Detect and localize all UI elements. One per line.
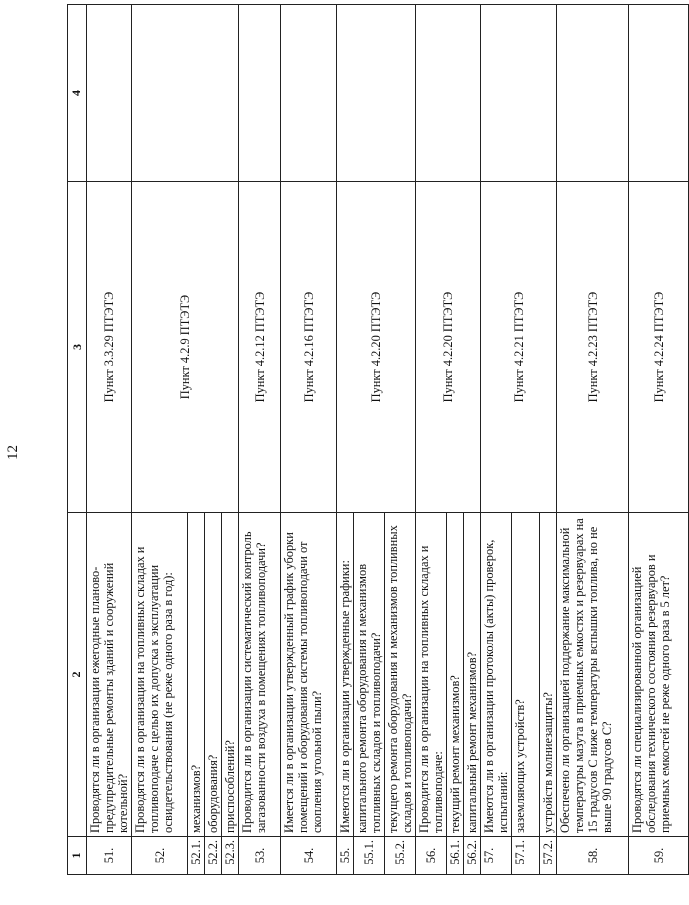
row-answer-cell: [281, 5, 337, 182]
table-header-row: [68, 5, 87, 875]
table-row: [416, 5, 447, 875]
row-question: капитального ремонта оборудования и механизмов топливных складов и топливоподачи?: [354, 513, 385, 837]
header-col-2: 2: [68, 513, 87, 837]
row-answer-cell: [239, 5, 281, 182]
table-row: [629, 5, 689, 875]
header-col-1: 1: [68, 837, 87, 875]
row-number: 58.: [557, 837, 629, 875]
row-reference: Пункт 4.2.12 ПТЭТЭ: [239, 182, 281, 513]
table-row: [557, 5, 629, 875]
row-reference: Пункт 4.2.20 ПТЭТЭ: [337, 182, 416, 513]
row-number: 59.: [629, 837, 689, 875]
row-answer-cell: [87, 5, 132, 182]
row-number: 56.2.: [464, 837, 481, 875]
row-question: Имеется ли в организации утвержденный график уборки помещений и оборудования системы топливоподачи от скопления угольной пыли?: [281, 513, 337, 837]
row-question: капитальный ремонт механизмов?: [464, 513, 481, 837]
row-question: Проводится ли в организации на топливных складах и топливоподаче:: [416, 513, 447, 837]
row-reference: Пункт 4.2.20 ПТЭТЭ: [416, 182, 481, 513]
row-question: заземляющих устройств?: [512, 513, 540, 837]
requirements-table: [67, 4, 689, 875]
row-question: Обеспечено ли организацией поддержание максимальной температуры мазута в приемных емкостях и резервуарах на 15 градусов С ниже температуры вспышки топлива, но не выше 90 градусов С?: [557, 513, 629, 837]
row-number: 53.: [239, 837, 281, 875]
row-number: 56.: [416, 837, 447, 875]
header-col-4: 4: [68, 5, 87, 182]
table-row: [239, 5, 281, 875]
row-question: текущий ремонт механизмов?: [447, 513, 464, 837]
row-question: Проводятся ли в организации на топливных складах и топливоподаче с целью их допуска к эксплуатации освидетельствования (не реже одного раза в год):: [132, 513, 188, 837]
row-question: Имеются ли в организации протоколы (акты) проверок, испытаний:: [481, 513, 512, 837]
row-reference: Пункт 4.2.9 ПТЭТЭ: [132, 182, 239, 513]
row-question: механизмов?: [188, 513, 205, 837]
row-number: 52.3.: [222, 837, 239, 875]
row-answer-cell: [416, 5, 481, 182]
row-number: 52.: [132, 837, 188, 875]
row-reference: Пункт 3.3.29 ПТЭТЭ: [87, 182, 132, 513]
row-number: 51.: [87, 837, 132, 875]
row-question: Проводятся ли специализированной организацией обследования технического состояния резервуаров и приемных емкостей не реже одного раза в 5 лет?: [629, 513, 689, 837]
row-number: 55.: [337, 837, 354, 875]
row-reference: Пункт 4.2.24 ПТЭТЭ: [629, 182, 689, 513]
row-number: 57.: [481, 837, 512, 875]
row-number: 57.1.: [512, 837, 540, 875]
row-question: текущего ремонта оборудования и механизмов топливных складов и топливоподачи?: [385, 513, 416, 837]
row-answer-cell: [132, 5, 239, 182]
row-reference: Пункт 4.2.23 ПТЭТЭ: [557, 182, 629, 513]
row-number: 52.1.: [188, 837, 205, 875]
row-question: Проводятся ли в организации ежегодные планово-предупредительные ремонты зданий и сооружений котельной?: [87, 513, 132, 837]
table-row: [337, 5, 354, 875]
row-number: 55.2.: [385, 837, 416, 875]
table-row: [132, 5, 188, 875]
row-number: 57.2.: [540, 837, 557, 875]
page-number: 12: [5, 445, 21, 460]
table-row: [481, 5, 512, 875]
row-question: оборудования?: [205, 513, 222, 837]
row-question: Имеются ли в организации утвержденные графики:: [337, 513, 354, 837]
row-answer-cell: [337, 5, 416, 182]
row-answer-cell: [557, 5, 629, 182]
row-number: 52.2.: [205, 837, 222, 875]
row-question: устройств молниезащиты?: [540, 513, 557, 837]
row-number: 54.: [281, 837, 337, 875]
row-number: 56.1.: [447, 837, 464, 875]
row-number: 55.1.: [354, 837, 385, 875]
table-row: [87, 5, 132, 875]
row-reference: Пункт 4.2.21 ПТЭТЭ: [481, 182, 557, 513]
row-answer-cell: [481, 5, 557, 182]
row-question: Проводится ли в организации систематический контроль загазованности воздуха в помещениях топливоподачи?: [239, 513, 281, 837]
row-question: приспособлений?: [222, 513, 239, 837]
row-answer-cell: [629, 5, 689, 182]
row-reference: Пункт 4.2.16 ПТЭТЭ: [281, 182, 337, 513]
table-row: [281, 5, 337, 875]
header-col-3: 3: [68, 182, 87, 513]
